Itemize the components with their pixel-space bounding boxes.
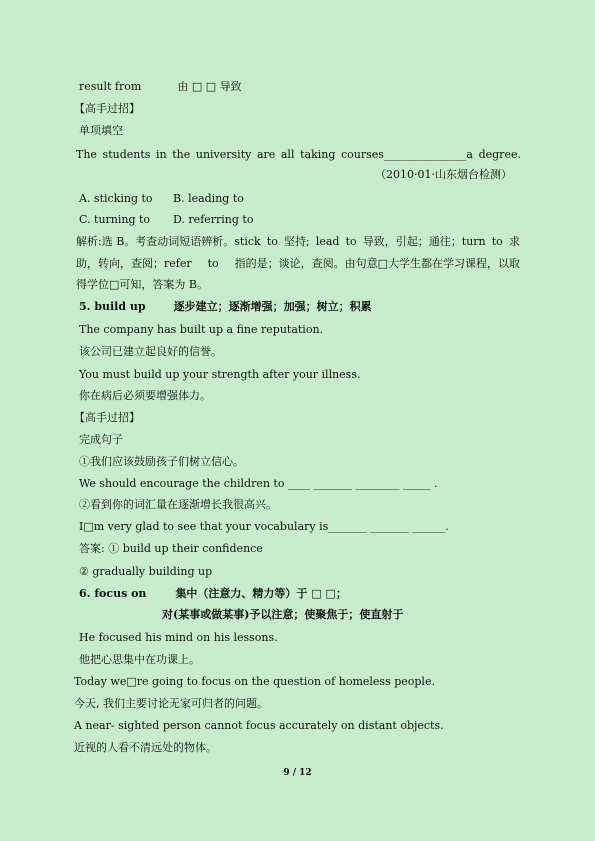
answer-1-line-2 (76, 257, 520, 271)
option-b: B. leading to (173, 192, 244, 205)
example-focus-on-2-zh: 今天, 我们主要讨论无家可归者的问题。 (74, 697, 268, 710)
example-focus-on-1-en: He focused his mind on his lessons. (79, 631, 278, 644)
answer-1-line-1 (76, 235, 520, 249)
a1l1-word: to (491, 235, 503, 248)
section-label-complete-sentences: 完成句子 (79, 433, 123, 446)
option-a: A. sticking to (79, 192, 153, 205)
a1l1-word: 求 (508, 235, 520, 248)
sentence-2-en: I□m very glad to see that your vocabulary is_______ _______ ______. (79, 520, 449, 533)
heading-focus-on: 6. focus on 集中（注意力、精力等）于 □ □； (79, 587, 347, 600)
q1-word: in (156, 148, 167, 161)
a1l2-word: 助，转向，查阅；refer (76, 257, 192, 270)
section-label-single-choice: 单项填空 (79, 124, 123, 137)
heading-build-up: 5. build up 逐步建立；逐渐增强；加强；树立；积累 (79, 300, 372, 313)
option-d: D. referring to (173, 213, 254, 226)
section-heading-practice: 【高手过招】 (74, 102, 140, 115)
q1-word: The (76, 148, 97, 161)
answer-1-line-3: 得学位□可知，答案为 B。 (76, 278, 208, 291)
example-build-up-1-zh: 该公司已建立起良好的信誉。 (79, 345, 222, 358)
q1-word: are (256, 148, 276, 161)
q1-word: degree. (478, 148, 521, 161)
q1-word: all (280, 148, 295, 161)
question-1-stem (76, 148, 521, 162)
a1l1-word: lead (315, 235, 340, 248)
q1-word: students (102, 148, 151, 161)
a1l1-word: 导致，引起；通往；turn (362, 235, 486, 248)
example-focus-on-1-zh: 他把心思集中在功课上。 (79, 653, 200, 666)
example-build-up-2-en: You must build up your strength after your illness. (79, 368, 361, 381)
a1l1-word: 坚持; (284, 235, 310, 248)
example-build-up-1-en: The company has built up a fine reputation. (79, 323, 324, 336)
example-build-up-2-zh: 你在病后必须要增强体力。 (79, 389, 211, 402)
heading-focus-on-meaning-2: 对(某事或做某事)予以注意；使聚焦于；使直射于 (162, 608, 404, 621)
question-1-source: （2010·01·山东烟台检测） (375, 168, 512, 181)
sentence-2-zh: ②看到你的词汇量在逐渐增长我很高兴。 (79, 498, 277, 511)
a1l1-word: to (345, 235, 357, 248)
example-focus-on-3-zh: 近视的人看不清远处的物体。 (74, 741, 217, 754)
answer-2-line-2: ② gradually building up (79, 565, 213, 578)
page-number: 9 / 12 (283, 768, 312, 778)
option-c: C. turning to (79, 213, 151, 226)
section-heading-practice-2: 【高手过招】 (74, 411, 140, 424)
q1-word: courses_______________a (341, 148, 473, 161)
example-focus-on-3-en: A near- sighted person cannot focus accurately on distant objects. (74, 719, 444, 732)
answer-2-line-1: 答案: ① build up their confidence (79, 542, 263, 555)
sentence-1-zh: ①我们应该鼓励孩子们树立信心。 (79, 455, 244, 468)
example-focus-on-2-en: Today we□re going to focus on the question of homeless people. (74, 675, 435, 688)
q1-word: the (172, 148, 191, 161)
q1-word: taking (300, 148, 336, 161)
a1l1-word: 解析:选 B。考查动词短语辨析。stick (76, 235, 261, 248)
a1l1-word: to (266, 235, 278, 248)
q1-word: university (195, 148, 252, 161)
a1l2-word: to (207, 257, 219, 270)
vocab-line-result-from: result from 由 □ □ 导致 (79, 80, 242, 93)
sentence-1-en: We should encourage the children to ____ _______ ________ _____ . (79, 477, 438, 490)
a1l2-word: 指的是；谈论，查阅。由句意□大学生都在学习课程，以取 (234, 257, 520, 270)
